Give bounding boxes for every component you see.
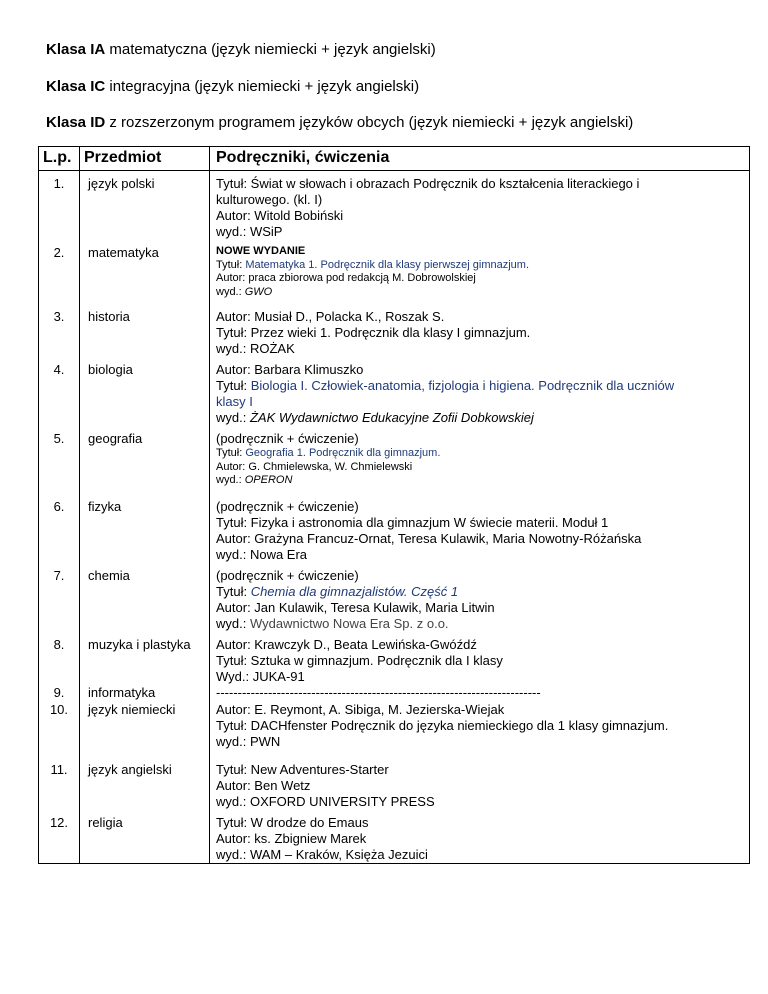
row-number: 12.	[39, 810, 80, 864]
subject: język polski	[80, 171, 210, 241]
book-line: Tytuł: Przez wieki 1. Podręcznik dla klasy I gimnazjum.	[216, 325, 531, 340]
table-row	[39, 426, 750, 494]
subject: biologia	[80, 357, 210, 426]
publisher-line: wyd.: GWO	[216, 285, 273, 298]
table-row	[39, 563, 750, 632]
subject: chemia	[80, 563, 210, 632]
row-number: 11.	[39, 757, 80, 810]
book-info	[210, 240, 750, 304]
book-title-line: Tytuł: Matematyka 1. Podręcznik dla klasy pierwszej gimnazjum.	[216, 258, 530, 271]
book-line: kulturowego. (kl. I)	[216, 192, 323, 207]
book-line: Tytuł: Sztuka w gimnazjum. Podręcznik dla I klasy	[216, 653, 503, 668]
table-row	[39, 757, 750, 810]
book-line: (podręcznik + ćwiczenie)	[216, 431, 359, 446]
book-line: wyd.: Nowa Era	[216, 547, 308, 562]
book-line: Tytuł: Fizyka i astronomia dla gimnazjum W świecie materii. Moduł 1	[216, 515, 609, 530]
book-line: Autor: Musiał D., Polacka K., Roszak S.	[216, 309, 445, 324]
book-line: Autor: Barbara Klimuszko	[216, 362, 364, 377]
row-number: 5.	[39, 426, 80, 494]
publisher-line: wyd.: ŻAK Wydawnictwo Edukacyjne Zofii Dobkowskiej	[216, 410, 534, 425]
book-line: Autor: E. Reymont, A. Sibiga, M. Jezierska-Wiejak	[216, 702, 505, 717]
book-line: Autor: ks. Zbigniew Marek	[216, 831, 367, 846]
table-row	[39, 494, 750, 563]
subject: fizyka	[80, 494, 210, 563]
row-number: 3.	[39, 304, 80, 357]
book-title-line: Tytuł: Geografia 1. Podręcznik dla gimnazjum.	[216, 447, 441, 459]
book-info	[210, 426, 750, 494]
book-line: (podręcznik + ćwiczenie)	[216, 499, 359, 514]
book-info	[210, 702, 750, 757]
table-row	[39, 632, 750, 685]
subject: język angielski	[80, 757, 210, 810]
book-info	[210, 171, 750, 241]
row-number: 8.	[39, 632, 80, 685]
book-line: Autor: G. Chmielewska, W. Chmielewski	[216, 460, 413, 473]
book-line: Autor: Witold Bobiński	[216, 208, 344, 223]
book-info	[210, 357, 750, 426]
book-info	[210, 563, 750, 632]
book-line: (podręcznik + ćwiczenie)	[216, 568, 359, 583]
book-line: Autor: Ben Wetz	[216, 778, 311, 793]
subject: informatyka	[80, 685, 210, 702]
table-row	[39, 357, 750, 426]
col-subject: Przedmiot	[80, 147, 210, 171]
book-info	[210, 757, 750, 810]
book-line: Tytuł: W drodze do Emaus	[216, 815, 369, 830]
subject: religia	[80, 810, 210, 864]
row-number: 4.	[39, 357, 80, 426]
publisher-line: wyd.: Wydawnictwo Nowa Era Sp. z o.o.	[216, 616, 449, 631]
book-line: Tytuł: Świat w słowach i obrazach Podręcznik do kształcenia literackiego i	[216, 176, 640, 191]
row-number: 9.	[39, 685, 80, 702]
textbook-table	[38, 146, 750, 864]
book-line: Autor: Grażyna Francuz-Ornat, Teresa Kulawik, Maria Nowotny-Różańska	[216, 531, 642, 546]
book-line: wyd.: WAM – Kraków, Księża Jezuici	[216, 847, 428, 862]
book-line: ---------------------------------------------------------------------------	[216, 685, 541, 700]
table-row	[39, 810, 750, 864]
table-row	[39, 240, 750, 304]
class-ia-heading: Klasa IA matematyczna (język niemiecki + język angielski)	[46, 41, 436, 58]
book-line: Autor: Jan Kulawik, Teresa Kulawik, Maria Litwin	[216, 600, 495, 615]
book-info	[210, 494, 750, 563]
subject: matematyka	[80, 240, 210, 304]
class-id-heading: Klasa ID z rozszerzonym programem języków obcych (język niemiecki + język angielski)	[46, 114, 634, 131]
subject: historia	[80, 304, 210, 357]
book-line: Wyd.: JUKA-91	[216, 669, 305, 684]
book-title-line: Tytuł: Chemia dla gimnazjalistów. Część 1	[216, 584, 459, 599]
book-info	[210, 810, 750, 864]
col-books: Podręczniki, ćwiczenia	[210, 147, 750, 171]
book-line: wyd.: PWN	[216, 734, 281, 749]
book-line: wyd.: ROŻAK	[216, 341, 295, 356]
book-info	[210, 304, 750, 357]
book-title-line: Tytuł: Biologia I. Człowiek-anatomia, fizjologia i higiena. Podręcznik dla uczniów	[216, 378, 675, 393]
col-lp: L.p.	[39, 147, 80, 171]
book-line: Tytuł: New Adventures-Starter	[216, 762, 389, 777]
class-ic-heading: Klasa IC integracyjna (język niemiecki + język angielski)	[46, 78, 420, 95]
book-line: Autor: praca zbiorowa pod redakcją M. Dobrowolskiej	[216, 272, 476, 284]
table-header-row	[39, 147, 750, 171]
publisher-line: wyd.: OPERON	[216, 474, 293, 486]
row-number: 2.	[39, 240, 80, 304]
table-row	[39, 702, 750, 757]
row-number: 10.	[39, 702, 80, 757]
row-number: 1.	[39, 171, 80, 241]
subject: język niemiecki	[80, 702, 210, 757]
row-number: 6.	[39, 494, 80, 563]
book-line: Autor: Krawczyk D., Beata Lewińska-Gwóźdź	[216, 637, 477, 652]
table-row	[39, 685, 750, 702]
table-row	[39, 171, 750, 241]
book-info	[210, 685, 750, 702]
subject: geografia	[80, 426, 210, 494]
book-line: Tytuł: DACHfenster Podręcznik do języka niemieckiego dla 1 klasy gimnazjum.	[216, 718, 669, 733]
edition-note: NOWE WYDANIE	[216, 245, 306, 257]
book-line: klasy I	[216, 394, 253, 409]
book-info	[210, 632, 750, 685]
row-number: 7.	[39, 563, 80, 632]
book-line: wyd.: WSiP	[216, 224, 283, 239]
book-line: wyd.: OXFORD UNIVERSITY PRESS	[216, 794, 435, 809]
table-row	[39, 304, 750, 357]
subject: muzyka i plastyka	[80, 632, 210, 685]
